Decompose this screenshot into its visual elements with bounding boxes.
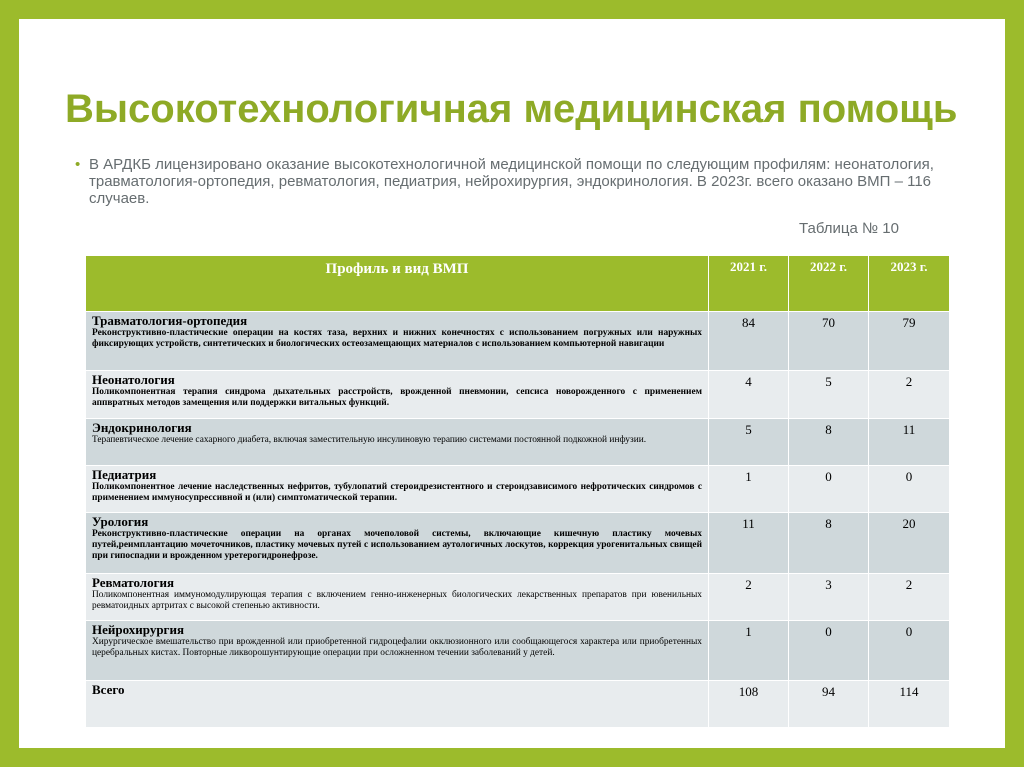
profile-description: Поликомпонентная иммуномодулирующая терапия с включением генно-инженерных биологических лекарственных препаратов при ювенильных ревматоидных артритах с высокой степенью активности.	[92, 590, 702, 611]
header-profile: Профиль и вид ВМП	[86, 256, 709, 312]
total-label-cell	[86, 681, 709, 728]
profile-name: Ревматология	[92, 575, 175, 590]
value-2022: 8	[789, 513, 869, 574]
profile-description: Поликомпонентное лечение наследственных нефритов, тубулопатий стероидрезистентного и стероидзависимого нефротических синдромов с применением иммуносупрессивной и (или) симптоматической терапии.	[92, 482, 702, 503]
row-profile-cell	[86, 574, 709, 621]
table-total-row	[86, 681, 950, 728]
row-profile-cell	[86, 371, 709, 419]
profile-name: Травматология-ортопедия	[92, 313, 248, 328]
value-2021: 5	[709, 419, 789, 466]
row-profile-cell	[86, 312, 709, 371]
row-profile-cell	[86, 513, 709, 574]
table-row	[86, 312, 950, 371]
row-profile-cell	[86, 466, 709, 513]
table-row	[86, 574, 950, 621]
table-header-row	[86, 256, 950, 312]
profile-name: Неонатология	[92, 372, 175, 387]
profile-description: Терапевтическое лечение сахарного диабета, включая заместительную инсулиновую терапию системами постоянной подкожной инфузии.	[92, 435, 647, 445]
value-2022: 5	[789, 371, 869, 419]
profile-name: Урология	[92, 514, 149, 529]
table-row	[86, 371, 950, 419]
profile-description: Хирургическое вмешательство при врожденной или приобретенной гидроцефалии окклюзионного или сообщающегося характера или приобретенных церебральных кистах. Повторные ликворошунтирующие операции при осложненном течении заболеваний у детей.	[92, 637, 702, 658]
table-row	[86, 621, 950, 681]
value-2022: 0	[789, 466, 869, 513]
table-row	[86, 513, 950, 574]
profile-name: Педиатрия	[92, 467, 157, 482]
value-2022: 8	[789, 419, 869, 466]
value-2023: 2	[869, 371, 950, 419]
slide	[19, 19, 1005, 748]
profile-description: Поликомпонентная терапия синдрома дыхательных расстройств, врожденной пневмонии, сепсиса новорожденного с применением аппвратных методов замещения или поддержки витальных функций.	[92, 387, 702, 408]
value-2023: 79	[869, 312, 950, 371]
value-2023: 0	[869, 466, 950, 513]
header-2022: 2022 г.	[789, 256, 869, 312]
value-2022: 70	[789, 312, 869, 371]
profile-name: Нейрохирургия	[92, 622, 184, 637]
value-2022: 3	[789, 574, 869, 621]
total-2023: 114	[869, 681, 950, 728]
value-2023: 0	[869, 621, 950, 681]
total-2021: 108	[709, 681, 789, 728]
bullet-text: В АРДКБ лицензировано оказание высокотехнологичной медицинской помощи по следующим профилям: неонатология, травматология-ортопедия, ревматология, педиатрия, нейрохирургия, эндокринология. В 2023г. всего оказано ВМП – 116 случаев.	[89, 156, 934, 207]
table-row	[86, 419, 950, 466]
vmp-table	[85, 255, 950, 728]
slide-title: Высокотехнологичная медицинская помощь	[65, 87, 958, 131]
profile-name: Эндокринология	[92, 420, 192, 435]
table-caption: Таблица № 10	[799, 220, 899, 237]
profile-description: Реконструктивно-пластические операции на органах мочеполовой системы, включающие кишечную пластику мочевых путей,реимплантацию мочеточников, пластику мочевых путей с использованием аутологичных лоскутов, коррекция урогенитальных свищей при гипоспадии и врожденном уретерогидронефрозе.	[92, 529, 702, 561]
row-profile-cell	[86, 621, 709, 681]
header-2023: 2023 г.	[869, 256, 950, 312]
bullet-paragraph	[75, 156, 969, 207]
value-2021: 1	[709, 621, 789, 681]
value-2023: 11	[869, 419, 950, 466]
header-2021: 2021 г.	[709, 256, 789, 312]
row-profile-cell	[86, 419, 709, 466]
value-2022: 0	[789, 621, 869, 681]
table-row	[86, 466, 950, 513]
value-2023: 2	[869, 574, 950, 621]
value-2021: 11	[709, 513, 789, 574]
value-2023: 20	[869, 513, 950, 574]
total-label: Всего	[92, 682, 125, 697]
value-2021: 4	[709, 371, 789, 419]
value-2021: 1	[709, 466, 789, 513]
value-2021: 2	[709, 574, 789, 621]
bullet-dot-icon: •	[75, 156, 81, 173]
total-2022: 94	[789, 681, 869, 728]
profile-description: Реконструктивно-пластические операции на костях таза, верхних и нижних конечностях с использованием погружных или наружных фиксирующих устройств, синтетических и биологических остеозамещающих материалов с использованием компьютерной навигации	[92, 328, 702, 349]
value-2021: 84	[709, 312, 789, 371]
